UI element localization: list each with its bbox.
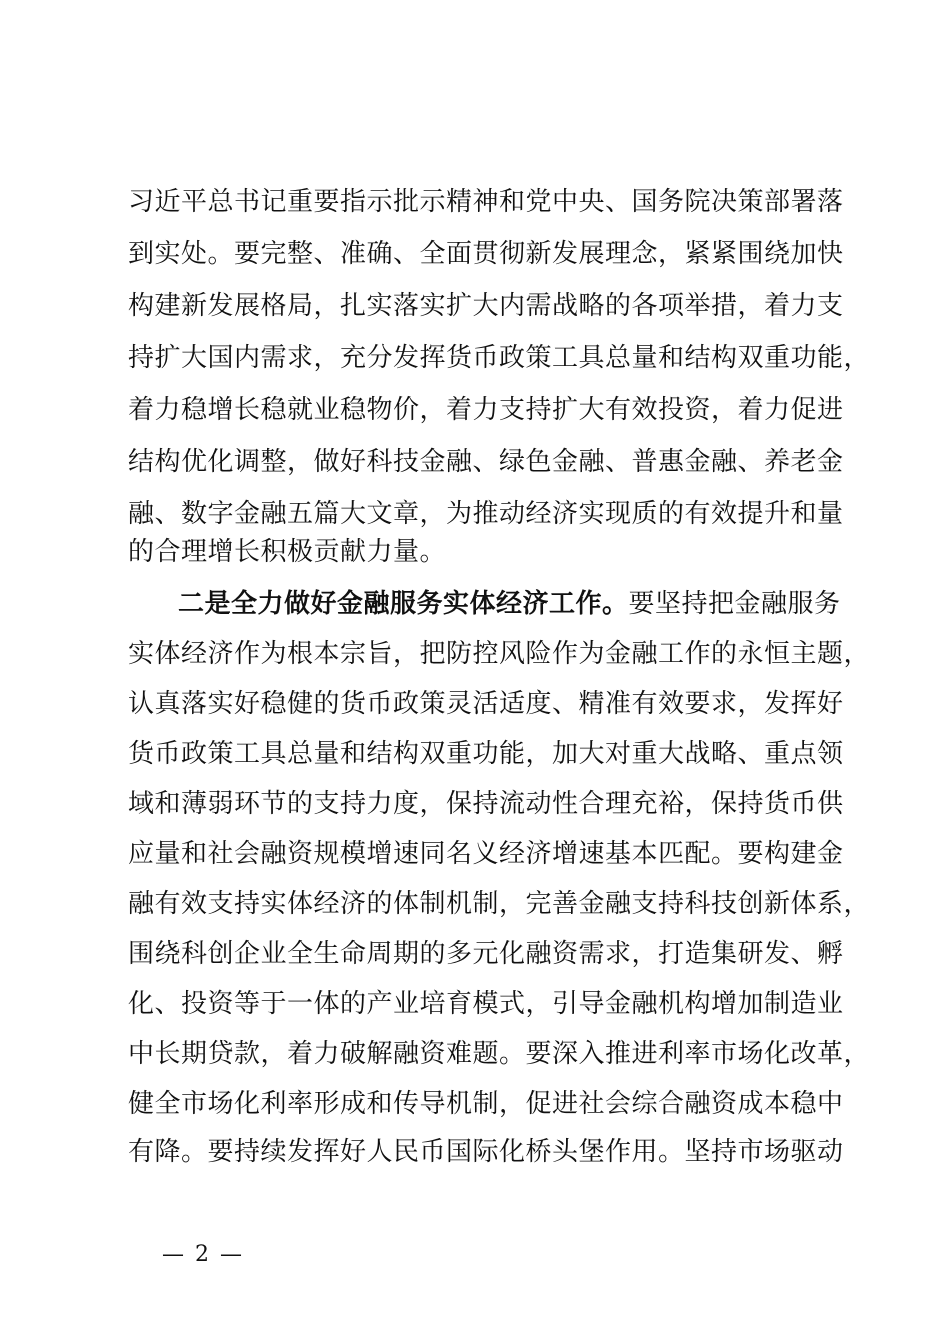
paragraph-line: 着力稳增长稳就业稳物价，着力支持扩大有效投资，着力促进 <box>128 395 844 425</box>
paragraph-line: 应量和社会融资规模增速同名义经济增速基本匹配。要构建金 <box>128 839 844 869</box>
paragraph-line: 的合理增长积极贡献力量。 <box>128 537 447 567</box>
paragraph-line: 认真落实好稳健的货币政策灵活适度、精准有效要求，发挥好 <box>128 689 844 719</box>
paragraph-line: 习近平总书记重要指示批示精神和党中央、国务院决策部署落 <box>128 187 844 217</box>
paragraph-line: 持扩大国内需求，充分发挥货币政策工具总量和结构双重功能， <box>128 343 871 373</box>
paragraph-line: 健全市场化利率形成和传导机制，促进社会综合融资成本稳中 <box>128 1089 844 1119</box>
page-number: — 2 — <box>162 1242 244 1267</box>
paragraph-first-line <box>178 586 841 622</box>
paragraph-line: 有降。要持续发挥好人民币国际化桥头堡作用。坚持市场驱动 <box>128 1137 844 1167</box>
paragraph-line: 构建新发展格局，扎实落实扩大内需战略的各项举措，着力支 <box>128 291 844 321</box>
paragraph-text: 要坚持把金融服务 <box>628 589 841 619</box>
paragraph-line: 到实处。要完整、准确、全面贯彻新发展理念，紧紧围绕加快 <box>128 239 844 269</box>
paragraph-heading: 二是全力做好金融服务实体经济工作。 <box>178 589 629 619</box>
paragraph-line: 实体经济作为根本宗旨，把防控风险作为金融工作的永恒主题， <box>128 639 871 669</box>
paragraph-line: 融、数字金融五篇大文章，为推动经济实现质的有效提升和量 <box>128 499 844 529</box>
paragraph-line: 货币政策工具总量和结构双重功能，加大对重大战略、重点领 <box>128 739 844 769</box>
paragraph-line: 域和薄弱环节的支持力度，保持流动性合理充裕，保持货币供 <box>128 789 844 819</box>
paragraph-line: 结构优化调整，做好科技金融、绿色金融、普惠金融、养老金 <box>128 447 844 477</box>
paragraph-line: 化、投资等于一体的产业培育模式，引导金融机构增加制造业 <box>128 989 844 1019</box>
paragraph-line: 中长期贷款，着力破解融资难题。要深入推进利率市场化改革， <box>128 1039 871 1069</box>
paragraph-line: 融有效支持实体经济的体制机制，完善金融支持科技创新体系， <box>128 889 871 919</box>
paragraph-line: 围绕科创企业全生命周期的多元化融资需求，打造集研发、孵 <box>128 939 844 969</box>
